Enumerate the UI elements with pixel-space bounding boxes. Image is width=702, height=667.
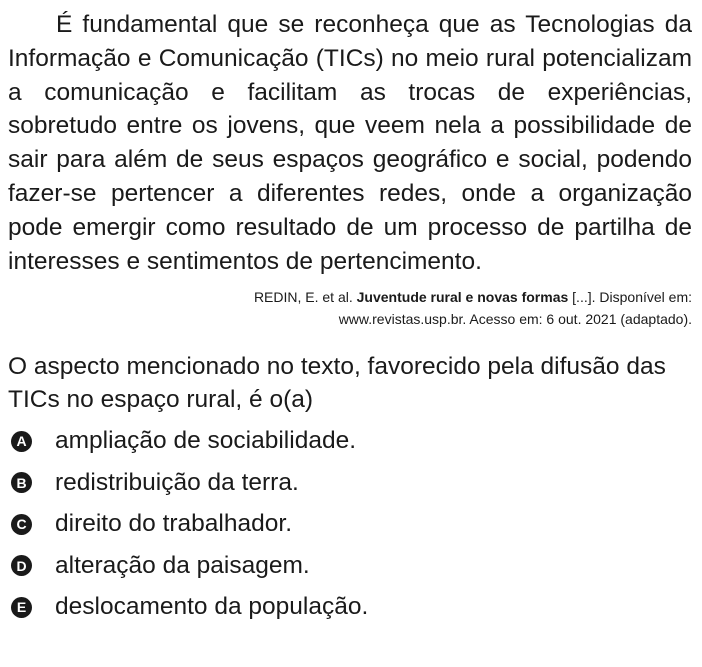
option-d-text: alteração da paisagem. [55,551,310,579]
option-c-text: direito do trabalhador. [55,510,292,538]
option-e[interactable] [8,586,692,628]
citation-title: Juventude rural e novas formas [356,289,569,306]
option-b[interactable] [8,462,692,504]
citation [8,286,692,330]
option-d-letter-badge: D [11,555,32,576]
option-e-letter-badge: E [11,597,32,618]
option-a-text: ampliação de sociabilidade. [55,427,356,455]
citation-access-line: www.revistas.usp.br. Acesso em: 6 out. 2021 (adaptado). [338,311,692,328]
citation-ellipsis: [...]. [572,289,596,306]
answer-options [8,420,692,628]
option-d[interactable] [8,545,692,587]
option-a-letter-badge: A [11,431,32,452]
option-b-text: redistribuição da terra. [55,468,299,496]
option-b-letter-badge: B [11,472,32,493]
citation-author: REDIN, E. et al. [253,289,353,306]
option-e-text: deslocamento da população. [55,593,369,621]
option-a[interactable] [8,420,692,462]
question-prompt: O aspecto mencionado no texto, favorecido pela difusão das TICs no espaço rural, é o(a) [8,353,666,414]
option-c-letter-badge: C [11,514,32,535]
option-c[interactable] [8,503,692,545]
passage-text: É fundamental que se reconheça que as Tecnologias da Informação e Comunicação (TICs) no meio rural potencializam a comunicação e facilitam as trocas de experiências, sobretudo entre os jovens, que veem nela a possibilidade de sair para além de seus espaços geográfico e social, podendo fazer-se pertencer a diferentes redes, onde a organização pode emergir como resultado de um processo de partilha de interesses e sentimentos de pertencimento. [8,11,692,275]
citation-line-1 [8,286,692,308]
citation-available: Disponível em: [599,289,692,306]
